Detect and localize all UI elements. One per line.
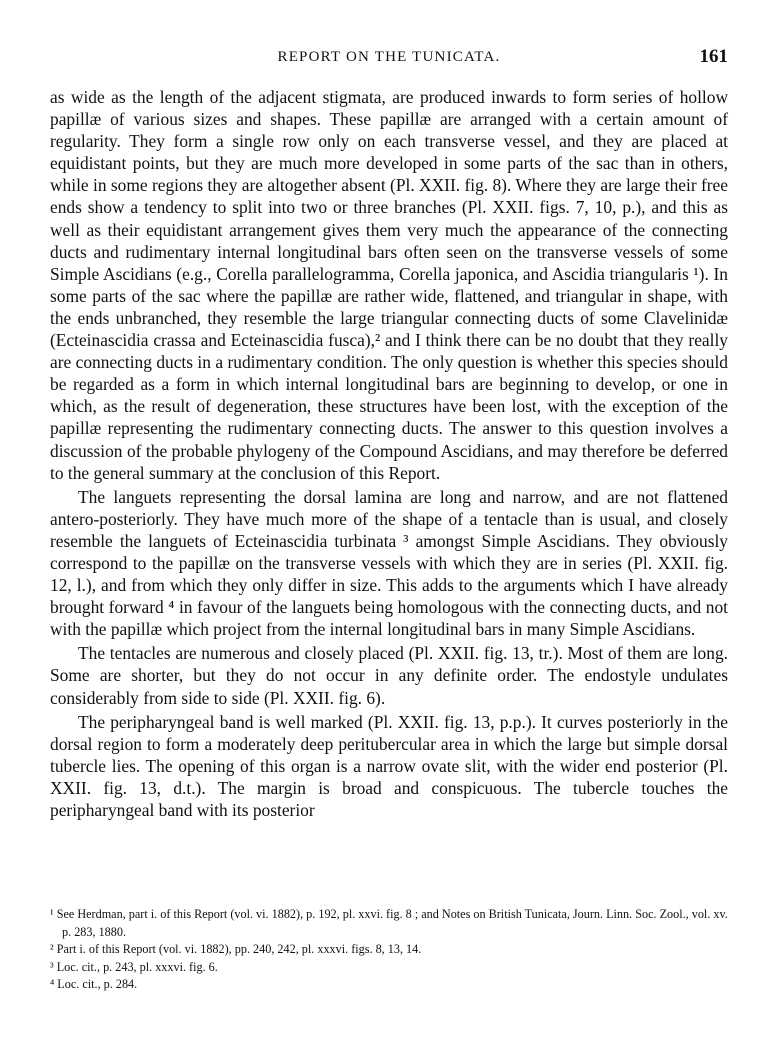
paragraph-4: The peripharyngeal band is well marked (Pl. XXII. fig. 13, p.p.). It curves posteriorly in the dorsal region to form a moderately deep peritubercular area in which the large but simple dorsal tubercle lies. The opening of this organ is a narrow ovate slit, with the wider end posterior (Pl. XXII. fig. 13, d.t.). The margin is broad and conspicuous. The tubercle touches the peripharyngeal band with its posterior — [50, 711, 728, 820]
page-header — [50, 46, 728, 68]
body-text — [50, 86, 728, 821]
footnotes — [50, 906, 728, 994]
paragraph-1: as wide as the length of the adjacent stigmata, are produced inwards to form series of hollow papillæ of various sizes and shapes. These papillæ are arranged with a certain amount of regularity. They form a single row only on each transverse vessel, and they are placed at equidistant points, but they are much more developed in some parts of the sac than in others, while in some regions they are altogether absent (Pl. XXII. fig. 8). Where they are large their free ends show a tendency to split into two or three branches (Pl. XXII. figs. 7, 10, p.), and this as well as their equidistant arrangement gives them very much the appearance of the connecting ducts and rudimentary internal longitudinal bars often seen on the transverse vessels of some Simple Ascidians (e.g., Corella parallelogramma, Corella japonica, and Ascidia triangularis ¹). In some parts of the sac where the papillæ are rather wide, flattened, and triangular in shape, with the ends unbranched, they resemble the large triangular connecting ducts of some Clavelinidæ (Ecteinascidia crassa and Ecteinascidia fusca),² and I think there can be no doubt that they really are connecting ducts in a rudimentary condition. The only question is whether this species should be regarded as a form in which internal longitudinal bars are beginning to develop, or one in which, as the result of degeneration, these structures have been lost, with the exception of the papillæ representing the rudimentary connecting ducts. The answer to this question involves a discussion of the probable phylogeny of the Compound Ascidians, and may therefore be deferred to the general summary at the conclusion of this Report. — [50, 87, 728, 483]
footnote-4: ⁴ Loc. cit., p. 284. — [50, 977, 138, 991]
footnote-2: ² Part i. of this Report (vol. vi. 1882), pp. 240, 242, pl. xxxvi. figs. 8, 13, 14. — [50, 942, 422, 956]
running-title: REPORT ON THE TUNICATA. — [277, 49, 501, 65]
paragraph-3: The tentacles are numerous and closely placed (Pl. XXII. fig. 13, tr.). Most of them are long. Some are shorter, but they do not occur in any definite order. The endostyle undulates considerably from side to side (Pl. XXII. fig. 6). — [50, 643, 728, 708]
footnote-1: ¹ See Herdman, part i. of this Report (vol. vi. 1882), p. 192, pl. xxvi. fig. 8 ; and Notes on British Tunicata, Journ. Linn. Soc. Zool., vol. xv. p. 283, 1880. — [50, 907, 728, 939]
footnote-3: ³ Loc. cit., p. 243, pl. xxxvi. fig. 6. — [50, 959, 218, 974]
page-number: 161 — [699, 46, 728, 67]
paragraph-2: The languets representing the dorsal lamina are long and narrow, and are not flattened antero-posteriorly. They have much more of the shape of a tentacle than is usual, and closely resemble the languets of Ecteinascidia turbinata ³ amongst Simple Ascidians. They obviously correspond to the papillæ on the transverse vessels with which they are in series (Pl. XXII. fig. 12, l.), and from which they only differ in size. This adds to the arguments which I have already brought forward ⁴ in favour of the languets being homologous with the connecting ducts, and not with the papillæ which project from the internal longitudinal bars in many Simple Ascidians. — [50, 486, 728, 640]
